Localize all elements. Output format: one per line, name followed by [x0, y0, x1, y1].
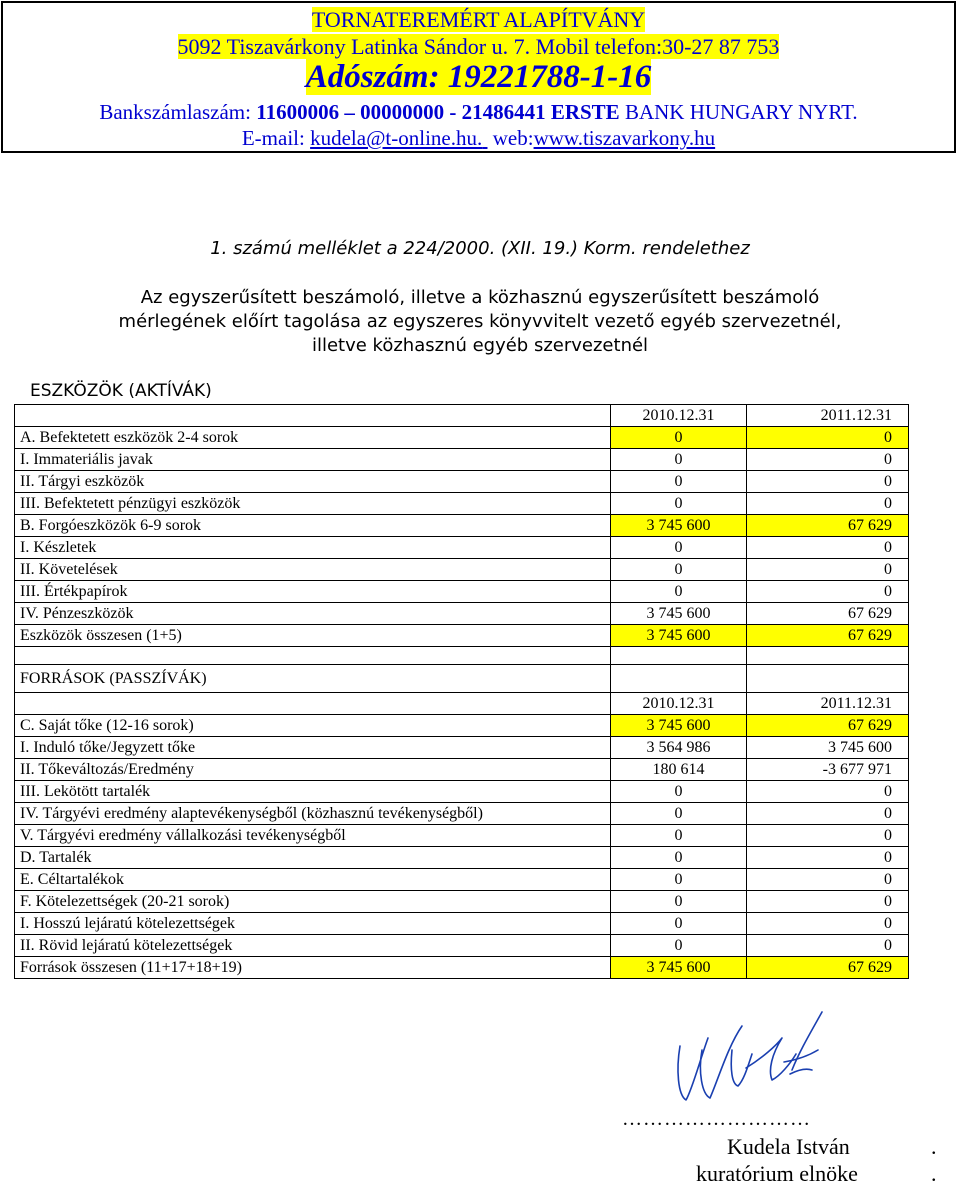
liabilities-col-2011: 2011.12.31 [747, 693, 909, 715]
liabilities-section-title: FORRÁSOK (PASSZÍVÁK) [15, 665, 611, 693]
bank-name: BANK HUNGARY NYRT. [624, 100, 858, 124]
assets-row-label: A. Befektetett eszközök 2-4 sorok [15, 427, 611, 449]
email-label: E-mail: [241, 126, 305, 150]
assets-row [15, 537, 909, 559]
liabilities-row-value-2010: 0 [611, 891, 747, 913]
annex-title: 1. számú melléklet a 224/2000. (XII. 19.) Korm. rendelethez [210, 238, 750, 259]
liabilities-row-value-2010: 0 [611, 781, 747, 803]
liabilities-row-value-2010: 0 [611, 913, 747, 935]
assets-row-value-2011: 0 [747, 581, 909, 603]
liabilities-row-label: V. Tárgyévi eredmény vállalkozási tevékenységből [15, 825, 611, 847]
assets-col-2011: 2011.12.31 [747, 405, 909, 427]
liabilities-row-value-2011: 0 [747, 781, 909, 803]
assets-row-value-2011: 0 [747, 537, 909, 559]
liabilities-row-label: I. Hosszú lejáratú kötelezettségek [15, 913, 611, 935]
document-subtitle [0, 286, 960, 358]
liabilities-row [15, 847, 909, 869]
assets-row [15, 471, 909, 493]
contact-line [3, 126, 954, 151]
liabilities-row-value-2011: 0 [747, 847, 909, 869]
assets-row-value-2010: 0 [611, 449, 747, 471]
letterhead [1, 1, 956, 153]
assets-row-value-2011: 0 [747, 493, 909, 515]
subtitle-line-2: mérlegének előírt tagolása az egyszeres könyvvitelt vezető egyéb szervezetnél, [118, 311, 842, 332]
assets-row [15, 427, 909, 449]
assets-col-2010: 2010.12.31 [611, 405, 747, 427]
assets-row-value-2010: 3 745 600 [611, 603, 747, 625]
liabilities-row-value-2011: 67 629 [747, 957, 909, 979]
liabilities-section-row [15, 665, 909, 693]
liabilities-row-label: I. Induló tőke/Jegyzett tőke [15, 737, 611, 759]
tax-number: Adószám: 19221788-1-16 [305, 59, 652, 95]
handwritten-signature [672, 1010, 832, 1110]
liabilities-row [15, 825, 909, 847]
bank-account-line [3, 100, 954, 125]
assets-row-value-2011: 0 [747, 427, 909, 449]
bank-account-number: 11600006 – 00000000 - 21486441 [256, 100, 546, 124]
assets-row [15, 559, 909, 581]
assets-row-value-2010: 0 [611, 493, 747, 515]
liabilities-row-label: C. Saját tőke (12-16 sorok) [15, 715, 611, 737]
assets-row-value-2011: 0 [747, 449, 909, 471]
liabilities-row [15, 781, 909, 803]
spacer-cell [747, 647, 909, 665]
bank-name-bold: ERSTE [550, 100, 620, 124]
liabilities-row-value-2011: 3 745 600 [747, 737, 909, 759]
liabilities-row-label: F. Kötelezettségek (20-21 sorok) [15, 891, 611, 913]
liabilities-row [15, 935, 909, 957]
assets-row-value-2010: 3 745 600 [611, 515, 747, 537]
liabilities-row-label: II. Rövid lejáratú kötelezettségek [15, 935, 611, 957]
assets-row-label: Eszközök összesen (1+5) [15, 625, 611, 647]
assets-row [15, 493, 909, 515]
assets-row-value-2010: 3 745 600 [611, 625, 747, 647]
subtitle-line-3: illetve közhasznú egyéb szervezetnél [311, 335, 649, 356]
organization-address: 5092 Tiszavárkony Latinka Sándor u. 7. Mobil telefon:30-27 87 753 [177, 34, 780, 59]
liabilities-row [15, 737, 909, 759]
liabilities-row-value-2010: 0 [611, 803, 747, 825]
liabilities-row-value-2011: 67 629 [747, 715, 909, 737]
assets-row-value-2010: 0 [611, 581, 747, 603]
liabilities-row-value-2011: 0 [747, 803, 909, 825]
assets-row-value-2010: 0 [611, 537, 747, 559]
liabilities-row-value-2010: 0 [611, 825, 747, 847]
organization-name: TORNATEREMÉRT ALAPÍTVÁNY [311, 7, 646, 32]
liabilities-row [15, 759, 909, 781]
assets-section-title: ESZKÖZÖK (AKTÍVÁK) [30, 381, 212, 401]
liabilities-col-2010: 2010.12.31 [611, 693, 747, 715]
assets-row-label: IV. Pénzeszközök [15, 603, 611, 625]
liabilities-row-label: Források összesen (11+17+18+19) [15, 957, 611, 979]
spacer-cell [611, 647, 747, 665]
web-label: web: [492, 126, 534, 150]
liabilities-row [15, 803, 909, 825]
assets-header-row [15, 405, 909, 427]
assets-row-value-2010: 0 [611, 427, 747, 449]
liabilities-header-row [15, 693, 909, 715]
liabilities-section-empty [611, 665, 747, 693]
liabilities-row-label: II. Tőkeváltozás/Eredmény [15, 759, 611, 781]
assets-row-value-2010: 0 [611, 471, 747, 493]
assets-row-value-2011: 67 629 [747, 603, 909, 625]
bank-label: Bankszámlaszám: [99, 100, 251, 124]
liabilities-row-value-2010: 3 564 986 [611, 737, 747, 759]
liabilities-row-value-2010: 3 745 600 [611, 715, 747, 737]
assets-row-value-2011: 0 [747, 559, 909, 581]
assets-row-label: III. Értékpapírok [15, 581, 611, 603]
signatory-name-dot: . [931, 1134, 937, 1159]
assets-row-value-2011: 67 629 [747, 515, 909, 537]
signatory-name: Kudela István [727, 1134, 850, 1159]
liabilities-row-value-2010: 0 [611, 935, 747, 957]
assets-row [15, 603, 909, 625]
assets-row-value-2011: 67 629 [747, 625, 909, 647]
liabilities-row-value-2011: 0 [747, 869, 909, 891]
subtitle-line-1: Az egyszerűsített beszámoló, illetve a közhasznú egyszerűsített beszámoló [140, 287, 820, 308]
assets-row-label: II. Tárgyi eszközök [15, 471, 611, 493]
liabilities-row-value-2010: 0 [611, 869, 747, 891]
liabilities-row [15, 715, 909, 737]
assets-row [15, 515, 909, 537]
assets-row-value-2011: 0 [747, 471, 909, 493]
liabilities-row-label: D. Tartalék [15, 847, 611, 869]
assets-row-value-2010: 0 [611, 559, 747, 581]
liabilities-row-value-2011: 0 [747, 935, 909, 957]
spacer-cell [15, 647, 611, 665]
web-link[interactable]: www.tiszavarkony.hu [533, 126, 716, 150]
signatory-title: kuratórium elnöke [696, 1161, 858, 1186]
assets-row [15, 581, 909, 603]
liabilities-row-value-2011: -3 677 971 [747, 759, 909, 781]
signatory-title-dot: . [931, 1161, 937, 1186]
spacer-row [15, 647, 909, 665]
balance-sheet-table [14, 404, 909, 979]
assets-row-label: III. Befektetett pénzügyi eszközök [15, 493, 611, 515]
liabilities-row-value-2011: 0 [747, 913, 909, 935]
liabilities-row [15, 891, 909, 913]
liabilities-row-value-2010: 0 [611, 847, 747, 869]
liabilities-row [15, 913, 909, 935]
liabilities-row-value-2011: 0 [747, 891, 909, 913]
liabilities-header-label [15, 693, 611, 715]
liabilities-row [15, 869, 909, 891]
liabilities-row-value-2011: 0 [747, 825, 909, 847]
assets-row [15, 625, 909, 647]
liabilities-row-value-2010: 180 614 [611, 759, 747, 781]
balance-sheet-body [15, 405, 909, 979]
liabilities-row-value-2010: 3 745 600 [611, 957, 747, 979]
liabilities-row [15, 957, 909, 979]
assets-row [15, 449, 909, 471]
assets-row-label: II. Követelések [15, 559, 611, 581]
liabilities-row-label: E. Céltartalékok [15, 869, 611, 891]
liabilities-row-label: III. Lekötött tartalék [15, 781, 611, 803]
assets-header-label [15, 405, 611, 427]
assets-row-label: I. Készletek [15, 537, 611, 559]
liabilities-row-label: IV. Tárgyévi eredmény alaptevékenységből (közhasznú tevékenységből) [15, 803, 611, 825]
email-link[interactable]: kudela@t-online.hu. [310, 126, 483, 150]
liabilities-section-empty [747, 665, 909, 693]
assets-row-label: B. Forgóeszközök 6-9 sorok [15, 515, 611, 537]
signature-dotted-line: ……………………… [622, 1108, 811, 1130]
assets-row-label: I. Immateriális javak [15, 449, 611, 471]
